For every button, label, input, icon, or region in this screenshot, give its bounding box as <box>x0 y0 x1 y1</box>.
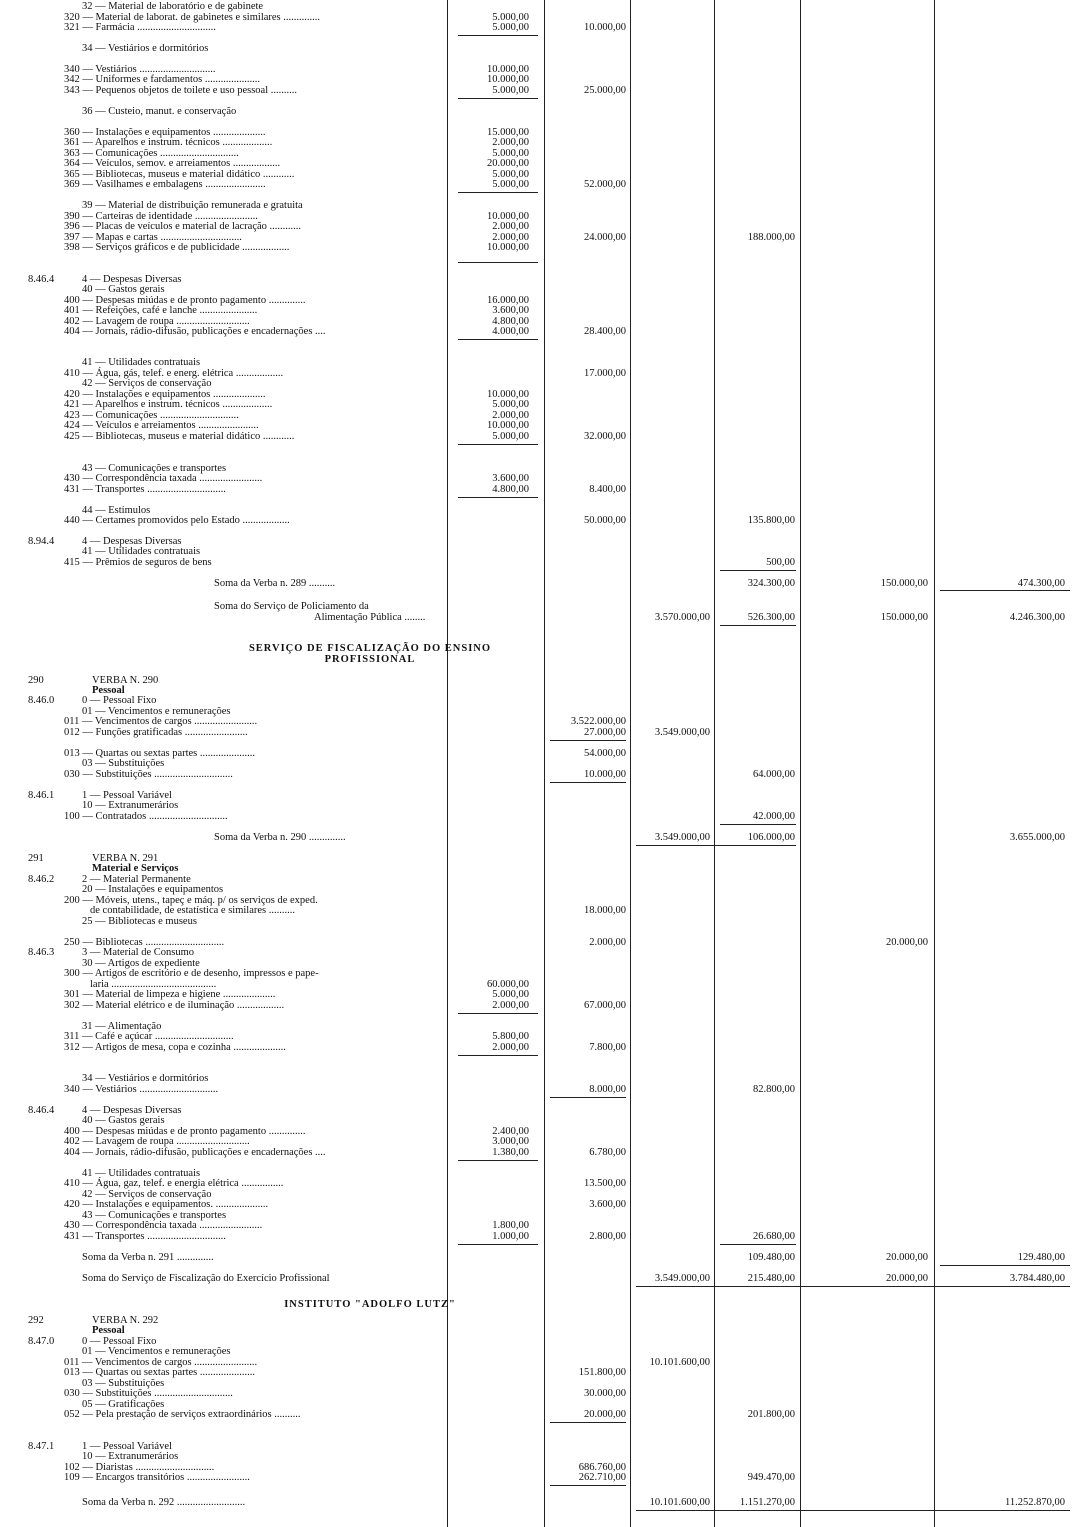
line-code: 8.47.0 <box>28 1336 55 1347</box>
amount-c5: 20.000,00 <box>886 1252 928 1263</box>
amount-c1: 4.800,00 <box>492 484 529 495</box>
line-description: 4 — Despesas Diversas <box>82 274 182 285</box>
amount-c4: 201.800,00 <box>747 1409 795 1420</box>
amount-c1: 4.000,00 <box>492 326 529 337</box>
amount-c5: 20.000,00 <box>886 1273 928 1284</box>
amount-c4: 1.151.270,00 <box>739 1497 795 1508</box>
line-description: Soma da Verba n. 292 .......................... <box>82 1497 246 1508</box>
subtotal-rule <box>458 262 538 263</box>
line-code: 290 <box>28 675 44 686</box>
budget-line <box>0 1251 1083 1264</box>
line-code: 292 <box>28 1315 44 1326</box>
line-description: 100 — Contratados .............................. <box>64 811 228 822</box>
amount-c2: 25.000,00 <box>584 85 626 96</box>
subtotal-rule <box>458 1013 538 1014</box>
amount-c2: 24.000,00 <box>584 232 626 243</box>
amount-c1: 1.000,00 <box>492 1231 529 1242</box>
budget-line <box>0 577 1083 590</box>
line-description: 402 — Lavagem de roupa ............................ <box>64 316 250 327</box>
line-description: 361 — Aparelhos e instrum. técnicos ................... <box>64 137 273 148</box>
amount-c3: 10.101.600,00 <box>649 1497 710 1508</box>
line-description: 012 — Funções gratificadas ........................ <box>64 727 248 738</box>
budget-line <box>0 768 1083 781</box>
subtotal-rule <box>550 1485 626 1486</box>
amount-c1: 2.000,00 <box>492 410 529 421</box>
line-description: 421 — Aparelhos e instrum. técnicos ................... <box>64 399 273 410</box>
line-description: 10 — Extranumerários <box>82 800 179 811</box>
subtotal-rule <box>458 339 538 340</box>
amount-c2: 686.760,00 <box>578 1462 626 1473</box>
amount-c4: 135.800,00 <box>747 515 795 526</box>
amount-c4: 949.470,00 <box>747 1472 795 1483</box>
line-description: 41 — Utilidades contratuais <box>82 546 201 557</box>
budget-line <box>0 831 1083 844</box>
budget-line <box>0 1230 1083 1243</box>
amount-c1: 16.000,00 <box>487 295 529 306</box>
amount-c1: 2.000,00 <box>492 232 529 243</box>
amount-c1: 1.800,00 <box>492 1220 529 1231</box>
subtotal-rule <box>940 590 1070 591</box>
line-description: 20 — Instalações e equipamentos <box>82 884 224 895</box>
line-code: 8.46.1 <box>28 790 55 801</box>
amount-c4: 188.000,00 <box>747 232 795 243</box>
amount-c2: 17.000,00 <box>584 368 626 379</box>
line-code: 8.94.4 <box>28 536 55 547</box>
budget-line <box>0 1272 1083 1285</box>
amount-c2: 50.000,00 <box>584 515 626 526</box>
amount-c1: 1.380,00 <box>492 1147 529 1158</box>
line-code: 8.46.3 <box>28 947 55 958</box>
budget-line <box>0 1083 1083 1096</box>
amount-c6: 129.480,00 <box>1017 1252 1065 1263</box>
line-description: 25 — Bibliotecas e museus <box>82 916 197 927</box>
line-description: VERBA N. 290 <box>92 675 159 686</box>
line-description: 430 — Correspondência taxada ........................ <box>64 473 263 484</box>
line-description: 410 — Água, gás, telef. e energ. elétrica .................. <box>64 368 284 379</box>
subtotal-rule <box>458 1055 538 1056</box>
amount-c1: 2.000,00 <box>492 137 529 148</box>
amount-c4: 526.300,00 <box>747 612 795 623</box>
amount-c2: 2.000,00 <box>589 937 626 948</box>
amount-c2: 13.500,00 <box>584 1178 626 1189</box>
line-description: 400 — Despesas miúdas e de pronto pagamento .............. <box>64 1126 306 1137</box>
subtotal-rule <box>458 1160 538 1161</box>
amount-c1: 5.000,00 <box>492 169 529 180</box>
line-description: 312 — Artigos de mesa, copa e cozinha .................... <box>64 1042 286 1053</box>
amount-c1: 5.000,00 <box>492 179 529 190</box>
budget-line <box>0 810 1083 823</box>
line-description: 0 — Pessoal Fixo <box>82 695 157 706</box>
amount-c1: 20.000,00 <box>487 158 529 169</box>
amount-c4: 500,00 <box>766 557 795 568</box>
budget-line <box>0 556 1083 569</box>
amount-c1: 4.800,00 <box>492 316 529 327</box>
line-description: 011 — Vencimentos de cargos ........................ <box>64 1357 258 1368</box>
line-description: 052 — Pela prestação de serviços extraordinários .......... <box>64 1409 301 1420</box>
line-description: 342 — Uniformes e fardamentos ..................... <box>64 74 260 85</box>
amount-c2: 10.000,00 <box>584 22 626 33</box>
amount-c2: 32.000,00 <box>584 431 626 442</box>
line-description: 365 — Bibliotecas, museus e material didático ............ <box>64 169 295 180</box>
subtotal-rule <box>458 497 538 498</box>
line-description: 40 — Gastos gerais <box>82 1115 165 1126</box>
line-description: 41 — Utilidades contratuais <box>82 1168 201 1179</box>
line-description: 32 — Material de laboratório e de gabinete <box>82 1 264 12</box>
line-description: 43 — Comunicações e transportes <box>82 463 227 474</box>
line-description: 320 — Material de laborat. de gabinetes e similares .............. <box>64 12 321 23</box>
amount-c1: 2.400,00 <box>492 1126 529 1137</box>
amount-c2: 8.400,00 <box>589 484 626 495</box>
subtotal-rule <box>720 570 796 571</box>
line-description: 311 — Café e açúcar .............................. <box>64 1031 234 1042</box>
section-heading <box>0 1298 1083 1311</box>
line-description: laria ........................................ <box>90 979 217 990</box>
amount-c2: 7.800,00 <box>589 1042 626 1053</box>
amount-c3: 10.101.600,00 <box>649 1357 710 1368</box>
amount-c2: 18.000,00 <box>584 905 626 916</box>
subtotal-rule <box>636 1510 1070 1511</box>
line-description: 42 — Serviços de conservação <box>82 1189 212 1200</box>
amount-c6: 3.655.000,00 <box>1009 832 1065 843</box>
line-description: 415 — Prêmios de seguros de bens <box>64 557 212 568</box>
line-description: 4 — Despesas Diversas <box>82 536 182 547</box>
line-description: 250 — Bibliotecas .............................. <box>64 937 225 948</box>
line-description: 398 — Serviços gráficos e de publicidade .................. <box>64 242 290 253</box>
line-description: 396 — Placas de veículos e material de lacração ............ <box>64 221 302 232</box>
budget-line <box>0 105 1083 118</box>
amount-c6: 3.784.480,00 <box>1009 1273 1065 1284</box>
amount-c6: 4.246.300,00 <box>1009 612 1065 623</box>
line-code: 8.47.1 <box>28 1441 55 1452</box>
line-description: 321 — Farmácia .............................. <box>64 22 216 33</box>
line-description: Soma da Verba n. 289 .......... <box>214 578 336 589</box>
section-heading-text: SERVIÇO DE FISCALIZAÇÃO DO ENSINO <box>248 643 492 654</box>
line-description: 2 — Material Permanente <box>82 874 191 885</box>
budget-line <box>0 84 1083 97</box>
subtotal-rule <box>550 1097 626 1098</box>
amount-c2: 3.600,00 <box>589 1199 626 1210</box>
amount-c2: 10.000,00 <box>584 769 626 780</box>
section-heading <box>0 653 1083 666</box>
budget-line <box>0 483 1083 496</box>
line-description: 011 — Vencimentos de cargos ........................ <box>64 716 258 727</box>
line-description: 390 — Carteiras de identidade ........................ <box>64 211 258 222</box>
amount-c1: 2.000,00 <box>492 1000 529 1011</box>
line-code: 8.46.4 <box>28 274 55 285</box>
budget-line <box>0 42 1083 55</box>
amount-c1: 5.000,00 <box>492 12 529 23</box>
line-description: Soma da Verba n. 290 .............. <box>214 832 346 843</box>
budget-line <box>0 1041 1083 1054</box>
line-description: 360 — Instalações e equipamentos .................... <box>64 127 266 138</box>
budget-line <box>0 241 1083 254</box>
amount-c2: 54.000,00 <box>584 748 626 759</box>
line-description: 44 — Estímulos <box>82 505 151 516</box>
budget-line <box>0 1408 1083 1421</box>
subtotal-rule <box>458 192 538 193</box>
line-description: de contabilidade, de estatística e similares .......... <box>90 905 295 916</box>
amount-c2: 8.000,00 <box>589 1084 626 1095</box>
amount-c5: 150.000,00 <box>880 578 928 589</box>
subtotal-rule <box>458 98 538 99</box>
line-description: 301 — Material de limpeza e higiene .................... <box>64 989 276 1000</box>
line-description: 404 — Jornais, rádio-difusão, publicações e encadernações .... <box>64 326 326 337</box>
amount-c1: 2.000,00 <box>492 221 529 232</box>
amount-c1: 5.000,00 <box>492 989 529 1000</box>
amount-c2: 6.780,00 <box>589 1147 626 1158</box>
budget-line <box>0 430 1083 443</box>
amount-c1: 3.600,00 <box>492 305 529 316</box>
line-description: 369 — Vasilhames e embalagens ....................... <box>64 179 266 190</box>
line-description: 431 — Transportes .............................. <box>64 1231 226 1242</box>
line-description: Soma do Serviço de Policiamento da <box>214 601 369 612</box>
line-description: 425 — Bibliotecas, museus e material didático ............ <box>64 431 295 442</box>
budget-line <box>0 325 1083 338</box>
line-description: 1 — Pessoal Variável <box>82 1441 172 1452</box>
amount-c2: 262.710,00 <box>578 1472 626 1483</box>
amount-c4: 42.000,00 <box>753 811 795 822</box>
amount-c1: 3.000,00 <box>492 1136 529 1147</box>
line-code: 291 <box>28 853 44 864</box>
line-description: 40 — Gastos gerais <box>82 284 165 295</box>
amount-c6: 474.300,00 <box>1017 578 1065 589</box>
amount-c2: 30.000,00 <box>584 1388 626 1399</box>
line-description: 34 — Vestiários e dormitórios <box>82 1073 209 1084</box>
amount-c4: 106.000,00 <box>747 832 795 843</box>
line-description: 01 — Vencimentos e remunerações <box>82 1346 231 1357</box>
line-description: 420 — Instalações e equipamentos. .................... <box>64 1199 269 1210</box>
section-heading-text: PROFISSIONAL <box>324 654 416 665</box>
amount-c1: 60.000,00 <box>487 979 529 990</box>
amount-c1: 10.000,00 <box>487 211 529 222</box>
line-description: 402 — Lavagem de roupa ............................ <box>64 1136 250 1147</box>
line-description: Soma do Serviço de Fiscalização do Exercício Profissional <box>82 1273 330 1284</box>
line-description: 363 — Comunicações .............................. <box>64 148 239 159</box>
amount-c1: 5.000,00 <box>492 399 529 410</box>
amount-c2: 67.000,00 <box>584 1000 626 1011</box>
line-code: 8.46.4 <box>28 1105 55 1116</box>
amount-c1: 3.600,00 <box>492 473 529 484</box>
amount-c4: 109.480,00 <box>747 1252 795 1263</box>
line-description: 404 — Jornais, rádio-difusão, publicações e encadernações .... <box>64 1147 326 1158</box>
line-description: 397 — Mapas e cartas ............................... <box>64 232 242 243</box>
line-description: 300 — Artigos de escritório e de desenho, impressos e pape- <box>64 968 319 979</box>
line-description: 05 — Gratificações <box>82 1399 165 1410</box>
amount-c1: 10.000,00 <box>487 64 529 75</box>
line-description: 03 — Substituições <box>82 758 165 769</box>
subtotal-rule <box>458 444 538 445</box>
amount-c4: 64.000,00 <box>753 769 795 780</box>
section-heading-text: INSTITUTO "ADOLFO LUTZ" <box>284 1299 456 1310</box>
budget-line <box>0 1146 1083 1159</box>
subtotal-rule <box>636 845 796 846</box>
subtotal-rule <box>636 1286 1070 1287</box>
line-description: 30 — Artigos de expediente <box>82 958 200 969</box>
line-description: 431 — Transportes .............................. <box>64 484 226 495</box>
line-description: 3 — Material de Consumo <box>82 947 194 958</box>
line-description: 31 — Alimentação <box>82 1021 162 1032</box>
amount-c2: 27.000,00 <box>584 727 626 738</box>
budget-line <box>0 726 1083 739</box>
amount-c4: 26.680,00 <box>753 1231 795 1242</box>
line-description: 343 — Pequenos objetos de toilete e uso pessoal .......... <box>64 85 298 96</box>
amount-c1: 5.000,00 <box>492 85 529 96</box>
subtotal-rule <box>458 35 538 36</box>
amount-c3: 3.549.000,00 <box>654 727 710 738</box>
line-description: 102 — Diaristas .............................. <box>64 1462 215 1473</box>
line-description: 4 — Despesas Diversas <box>82 1105 182 1116</box>
amount-c3: 3.549.000,00 <box>654 832 710 843</box>
amount-c2: 20.000,00 <box>584 1409 626 1420</box>
budget-line <box>0 915 1083 928</box>
line-description: 430 — Correspondência taxada ........................ <box>64 1220 263 1231</box>
line-description: VERBA N. 292 <box>92 1315 159 1326</box>
line-description: 42 — Serviços de conservação <box>82 378 212 389</box>
line-description: Material e Serviços <box>92 863 179 874</box>
amount-c2: 3.522.000,00 <box>570 716 626 727</box>
amount-c1: 10.000,00 <box>487 242 529 253</box>
amount-c3: 3.570.000,00 <box>654 612 710 623</box>
line-description: 440 — Certames promovidos pelo Estado .................. <box>64 515 290 526</box>
amount-c6: 11.252.870,00 <box>1005 1497 1065 1508</box>
line-description: 013 — Quartas ou sextas partes ..................... <box>64 748 256 759</box>
amount-c4: 324.300,00 <box>747 578 795 589</box>
amount-c2: 2.800,00 <box>589 1231 626 1242</box>
line-description: Soma da Verba n. 291 .............. <box>82 1252 214 1263</box>
budget-line <box>0 611 1083 624</box>
budget-line <box>0 178 1083 191</box>
amount-c1: 5.000,00 <box>492 148 529 159</box>
line-description: 34 — Vestiários e dormitórios <box>82 43 209 54</box>
subtotal-rule <box>720 625 796 626</box>
line-description: 1 — Pessoal Variável <box>82 790 172 801</box>
line-description: 030 — Substituições .............................. <box>64 1388 233 1399</box>
amount-c2: 28.400,00 <box>584 326 626 337</box>
amount-c1: 5.000,00 <box>492 22 529 33</box>
amount-c1: 10.000,00 <box>487 420 529 431</box>
line-description: 39 — Material de distribuição remunerada e gratuita <box>82 200 303 211</box>
subtotal-rule <box>940 1265 1070 1266</box>
line-description: 03 — Substituições <box>82 1378 165 1389</box>
line-description: 340 — Vestiários .............................. <box>64 1084 219 1095</box>
subtotal-rule <box>550 782 626 783</box>
amount-c1: 10.000,00 <box>487 74 529 85</box>
line-description: 41 — Utilidades contratuais <box>82 357 201 368</box>
amount-c1: 10.000,00 <box>487 389 529 400</box>
line-description: 423 — Comunicações .............................. <box>64 410 239 421</box>
line-description: 030 — Substituições .............................. <box>64 769 233 780</box>
budget-line <box>0 514 1083 527</box>
amount-c1: 5.800,00 <box>492 1031 529 1042</box>
line-description: 400 — Despesas miúdas e de pronto pagamento .............. <box>64 295 306 306</box>
line-description: 0 — Pessoal Fixo <box>82 1336 157 1347</box>
line-description: 013 — Quartas ou sextas partes ..................... <box>64 1367 256 1378</box>
line-description: 364 — Veículos, semov. e arreiamentos .................. <box>64 158 281 169</box>
budget-line <box>0 21 1083 34</box>
line-description: 401 — Refeições, café e lanche ...................... <box>64 305 258 316</box>
line-description: Pessoal <box>92 1325 125 1336</box>
line-description: VERBA N. 291 <box>92 853 159 864</box>
subtotal-rule <box>720 1244 796 1245</box>
amount-c1: 2.000,00 <box>492 1042 529 1053</box>
line-description: 424 — Veículos e arreiamentos ....................... <box>64 420 259 431</box>
budget-line <box>0 1471 1083 1484</box>
line-description: 109 — Encargos transitórios ........................ <box>64 1472 250 1483</box>
amount-c5: 150.000,00 <box>880 612 928 623</box>
line-description: 10 — Extranumerários <box>82 1451 179 1462</box>
amount-c3: 3.549.000,00 <box>654 1273 710 1284</box>
amount-c5: 20.000,00 <box>886 937 928 948</box>
amount-c4: 215.480,00 <box>747 1273 795 1284</box>
line-description: 340 — Vestiários ............................. <box>64 64 216 75</box>
line-description: 410 — Água, gaz, telef. e energia elétrica ................ <box>64 1178 284 1189</box>
line-description: 200 — Móveis, utens., tapeç e máq. p/ os serviços de exped. <box>64 895 318 906</box>
amount-c2: 151.800,00 <box>578 1367 626 1378</box>
line-code: 8.46.2 <box>28 874 55 885</box>
line-description: Pessoal <box>92 685 125 696</box>
line-description: 01 — Vencimentos e remunerações <box>82 706 231 717</box>
line-description: 420 — Instalações e equipamentos .................... <box>64 389 266 400</box>
line-description: 43 — Comunicações e transportes <box>82 1210 227 1221</box>
amount-c1: 15.000,00 <box>487 127 529 138</box>
subtotal-rule <box>550 1422 626 1423</box>
subtotal-rule <box>550 740 626 741</box>
amount-c2: 52.000,00 <box>584 179 626 190</box>
budget-line <box>0 999 1083 1012</box>
amount-c4: 82.800,00 <box>753 1084 795 1095</box>
line-code: 8.46.0 <box>28 695 55 706</box>
budget-line <box>0 1496 1083 1509</box>
subtotal-rule <box>720 824 796 825</box>
line-description: Alimentação Pública ........ <box>314 612 426 623</box>
line-description: 36 — Custeio, manut. e conservação <box>82 106 237 117</box>
line-description: 302 — Material elétrico e de iluminação .................. <box>64 1000 285 1011</box>
subtotal-rule <box>458 1244 538 1245</box>
amount-c1: 5.000,00 <box>492 431 529 442</box>
